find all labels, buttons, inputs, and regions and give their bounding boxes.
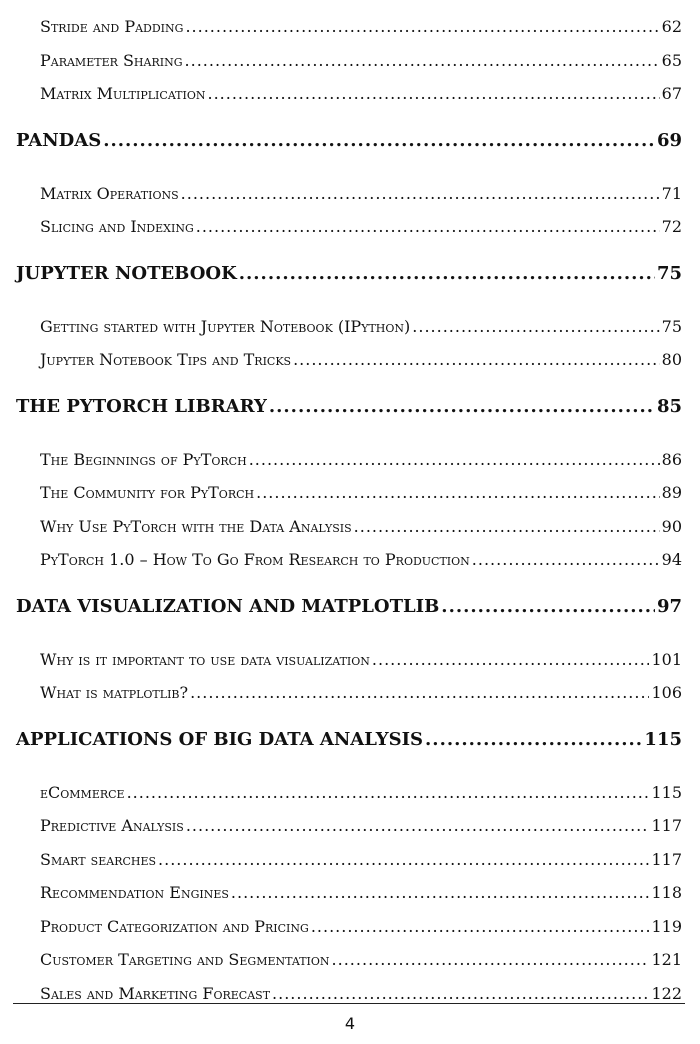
toc-section-entry[interactable]: [16, 676, 682, 710]
toc-section-entry[interactable]: [16, 343, 682, 377]
toc-section-entry[interactable]: [16, 876, 682, 910]
dot-leader: [269, 387, 655, 427]
toc-entry-page-number: 121: [651, 950, 682, 969]
toc-section-entry[interactable]: [16, 77, 682, 111]
toc-section-entry[interactable]: [16, 177, 682, 211]
dot-leader: [332, 943, 650, 977]
toc-entry-title: The Beginnings of PyTorch: [40, 449, 247, 469]
toc-entry-title: Customer Targeting and Segmentation: [40, 950, 330, 969]
toc-entry-title: Why is it important to use data visualization: [40, 649, 370, 669]
toc-entry-page-number: 118: [651, 883, 682, 902]
toc-entry-page-number: 75: [661, 316, 682, 336]
toc-entry-page-number: 115: [644, 728, 682, 750]
dot-leader: [127, 776, 650, 810]
toc-chapter-entry[interactable]: [16, 587, 682, 627]
toc-section-entry[interactable]: [16, 977, 682, 1011]
dot-leader: [472, 543, 660, 577]
dot-leader: [249, 443, 660, 477]
toc-entry-title: eCommerce: [40, 782, 125, 802]
footer-divider: [13, 1003, 685, 1004]
toc-chapter-entry[interactable]: [16, 254, 682, 294]
toc-entry-title: PANDAS: [16, 129, 102, 151]
dot-leader: [256, 476, 660, 510]
toc-entry-title: Jupyter Notebook Tips and Tricks: [40, 350, 292, 369]
dot-leader: [354, 510, 660, 544]
toc-entry-title: PyTorch 1.0 – How To Go From Research to Production: [40, 550, 470, 569]
dot-leader: [185, 44, 660, 78]
dot-leader: [190, 676, 649, 710]
toc-section-entry[interactable]: [16, 910, 682, 944]
dot-leader: [185, 10, 659, 44]
toc-section-entry[interactable]: [16, 943, 682, 977]
dot-leader: [272, 977, 649, 1011]
toc-entry-page-number: 119: [651, 916, 682, 936]
dot-leader: [412, 310, 659, 344]
toc-entry-page-number: 97: [656, 595, 682, 617]
toc-entry-title: Getting started with Jupyter Notebook (IPython): [40, 316, 411, 336]
toc-entry-page-number: 89: [661, 483, 682, 502]
dot-leader: [208, 77, 660, 111]
toc-entry-title: Product Categorization and Pricing: [40, 916, 309, 936]
toc-entry-page-number: 69: [656, 129, 682, 151]
toc-entry-title: DATA VISUALIZATION AND MATPLOTLIB: [16, 595, 440, 617]
toc-entry-title: JUPYTER NOTEBOOK: [16, 262, 237, 284]
toc-entry-page-number: 122: [651, 983, 682, 1003]
dot-leader: [158, 843, 649, 877]
toc-entry-title: Recommendation Engines: [40, 883, 229, 902]
toc-section-entry[interactable]: [16, 543, 682, 577]
toc-entry-title: Predictive Analysis: [40, 816, 184, 835]
toc-entry-page-number: 80: [661, 350, 682, 369]
dot-leader: [293, 343, 660, 377]
dot-leader: [441, 587, 655, 627]
toc-entry-title: Parameter Sharing: [40, 50, 183, 70]
dot-leader: [372, 643, 650, 677]
toc-entry-page-number: 85: [656, 395, 682, 417]
toc-chapter-entry[interactable]: [16, 720, 682, 760]
dot-leader: [239, 254, 655, 294]
toc-chapter-entry[interactable]: [16, 387, 682, 427]
toc-section-entry[interactable]: [16, 643, 682, 677]
toc-section-entry[interactable]: [16, 10, 682, 44]
toc-entry-page-number: 94: [661, 550, 682, 569]
toc-section-entry[interactable]: [16, 776, 682, 810]
toc-entry-page-number: 101: [651, 649, 682, 669]
dot-leader: [425, 720, 642, 760]
toc-entry-title: Sales and Marketing Forecast: [40, 983, 271, 1003]
dot-leader: [231, 876, 650, 910]
toc-section-entry[interactable]: [16, 510, 682, 544]
toc-entry-title: APPLICATIONS OF BIG DATA ANALYSIS: [16, 728, 424, 750]
toc-entry-page-number: 75: [656, 262, 682, 284]
toc-entry-title: Why Use PyTorch with the Data Analysis: [40, 516, 352, 536]
toc-section-entry[interactable]: [16, 843, 682, 877]
toc-entry-page-number: 117: [651, 816, 682, 835]
toc-section-entry[interactable]: [16, 443, 682, 477]
toc-entry-title: What is matplotlib?: [40, 683, 189, 702]
toc-entry-page-number: 117: [651, 849, 682, 869]
toc-entry-page-number: 62: [661, 17, 682, 36]
toc-entry-title: Stride and Padding: [40, 17, 184, 36]
toc-chapter-entry[interactable]: [16, 121, 682, 161]
toc-entry-title: Matrix Multiplication: [40, 84, 206, 103]
toc-entry-page-number: 90: [661, 516, 682, 536]
toc-entry-page-number: 67: [661, 84, 682, 103]
dot-leader: [311, 910, 650, 944]
toc-section-entry[interactable]: [16, 809, 682, 843]
toc-entry-title: The Community for PyTorch: [40, 483, 255, 502]
page-number: 4: [344, 1014, 356, 1033]
toc-entry-page-number: 65: [661, 50, 682, 70]
dot-leader: [181, 177, 660, 211]
toc-entry-title: Slicing and Indexing: [40, 217, 194, 236]
toc-section-entry[interactable]: [16, 310, 682, 344]
toc-entry-page-number: 71: [661, 183, 682, 203]
toc-section-entry[interactable]: [16, 210, 682, 244]
toc-entry-page-number: 72: [661, 217, 682, 236]
dot-leader: [103, 121, 655, 161]
table-of-contents: [16, 10, 682, 1010]
toc-entry-title: THE PYTORCH LIBRARY: [16, 395, 267, 417]
toc-entry-page-number: 115: [651, 782, 682, 802]
toc-section-entry[interactable]: [16, 476, 682, 510]
toc-section-entry[interactable]: [16, 44, 682, 78]
toc-entry-page-number: 86: [661, 449, 682, 469]
toc-entry-title: Matrix Operations: [40, 183, 179, 203]
toc-entry-page-number: 106: [651, 683, 682, 702]
dot-leader: [186, 809, 650, 843]
toc-entry-title: Smart searches: [40, 849, 157, 869]
dot-leader: [196, 210, 660, 244]
